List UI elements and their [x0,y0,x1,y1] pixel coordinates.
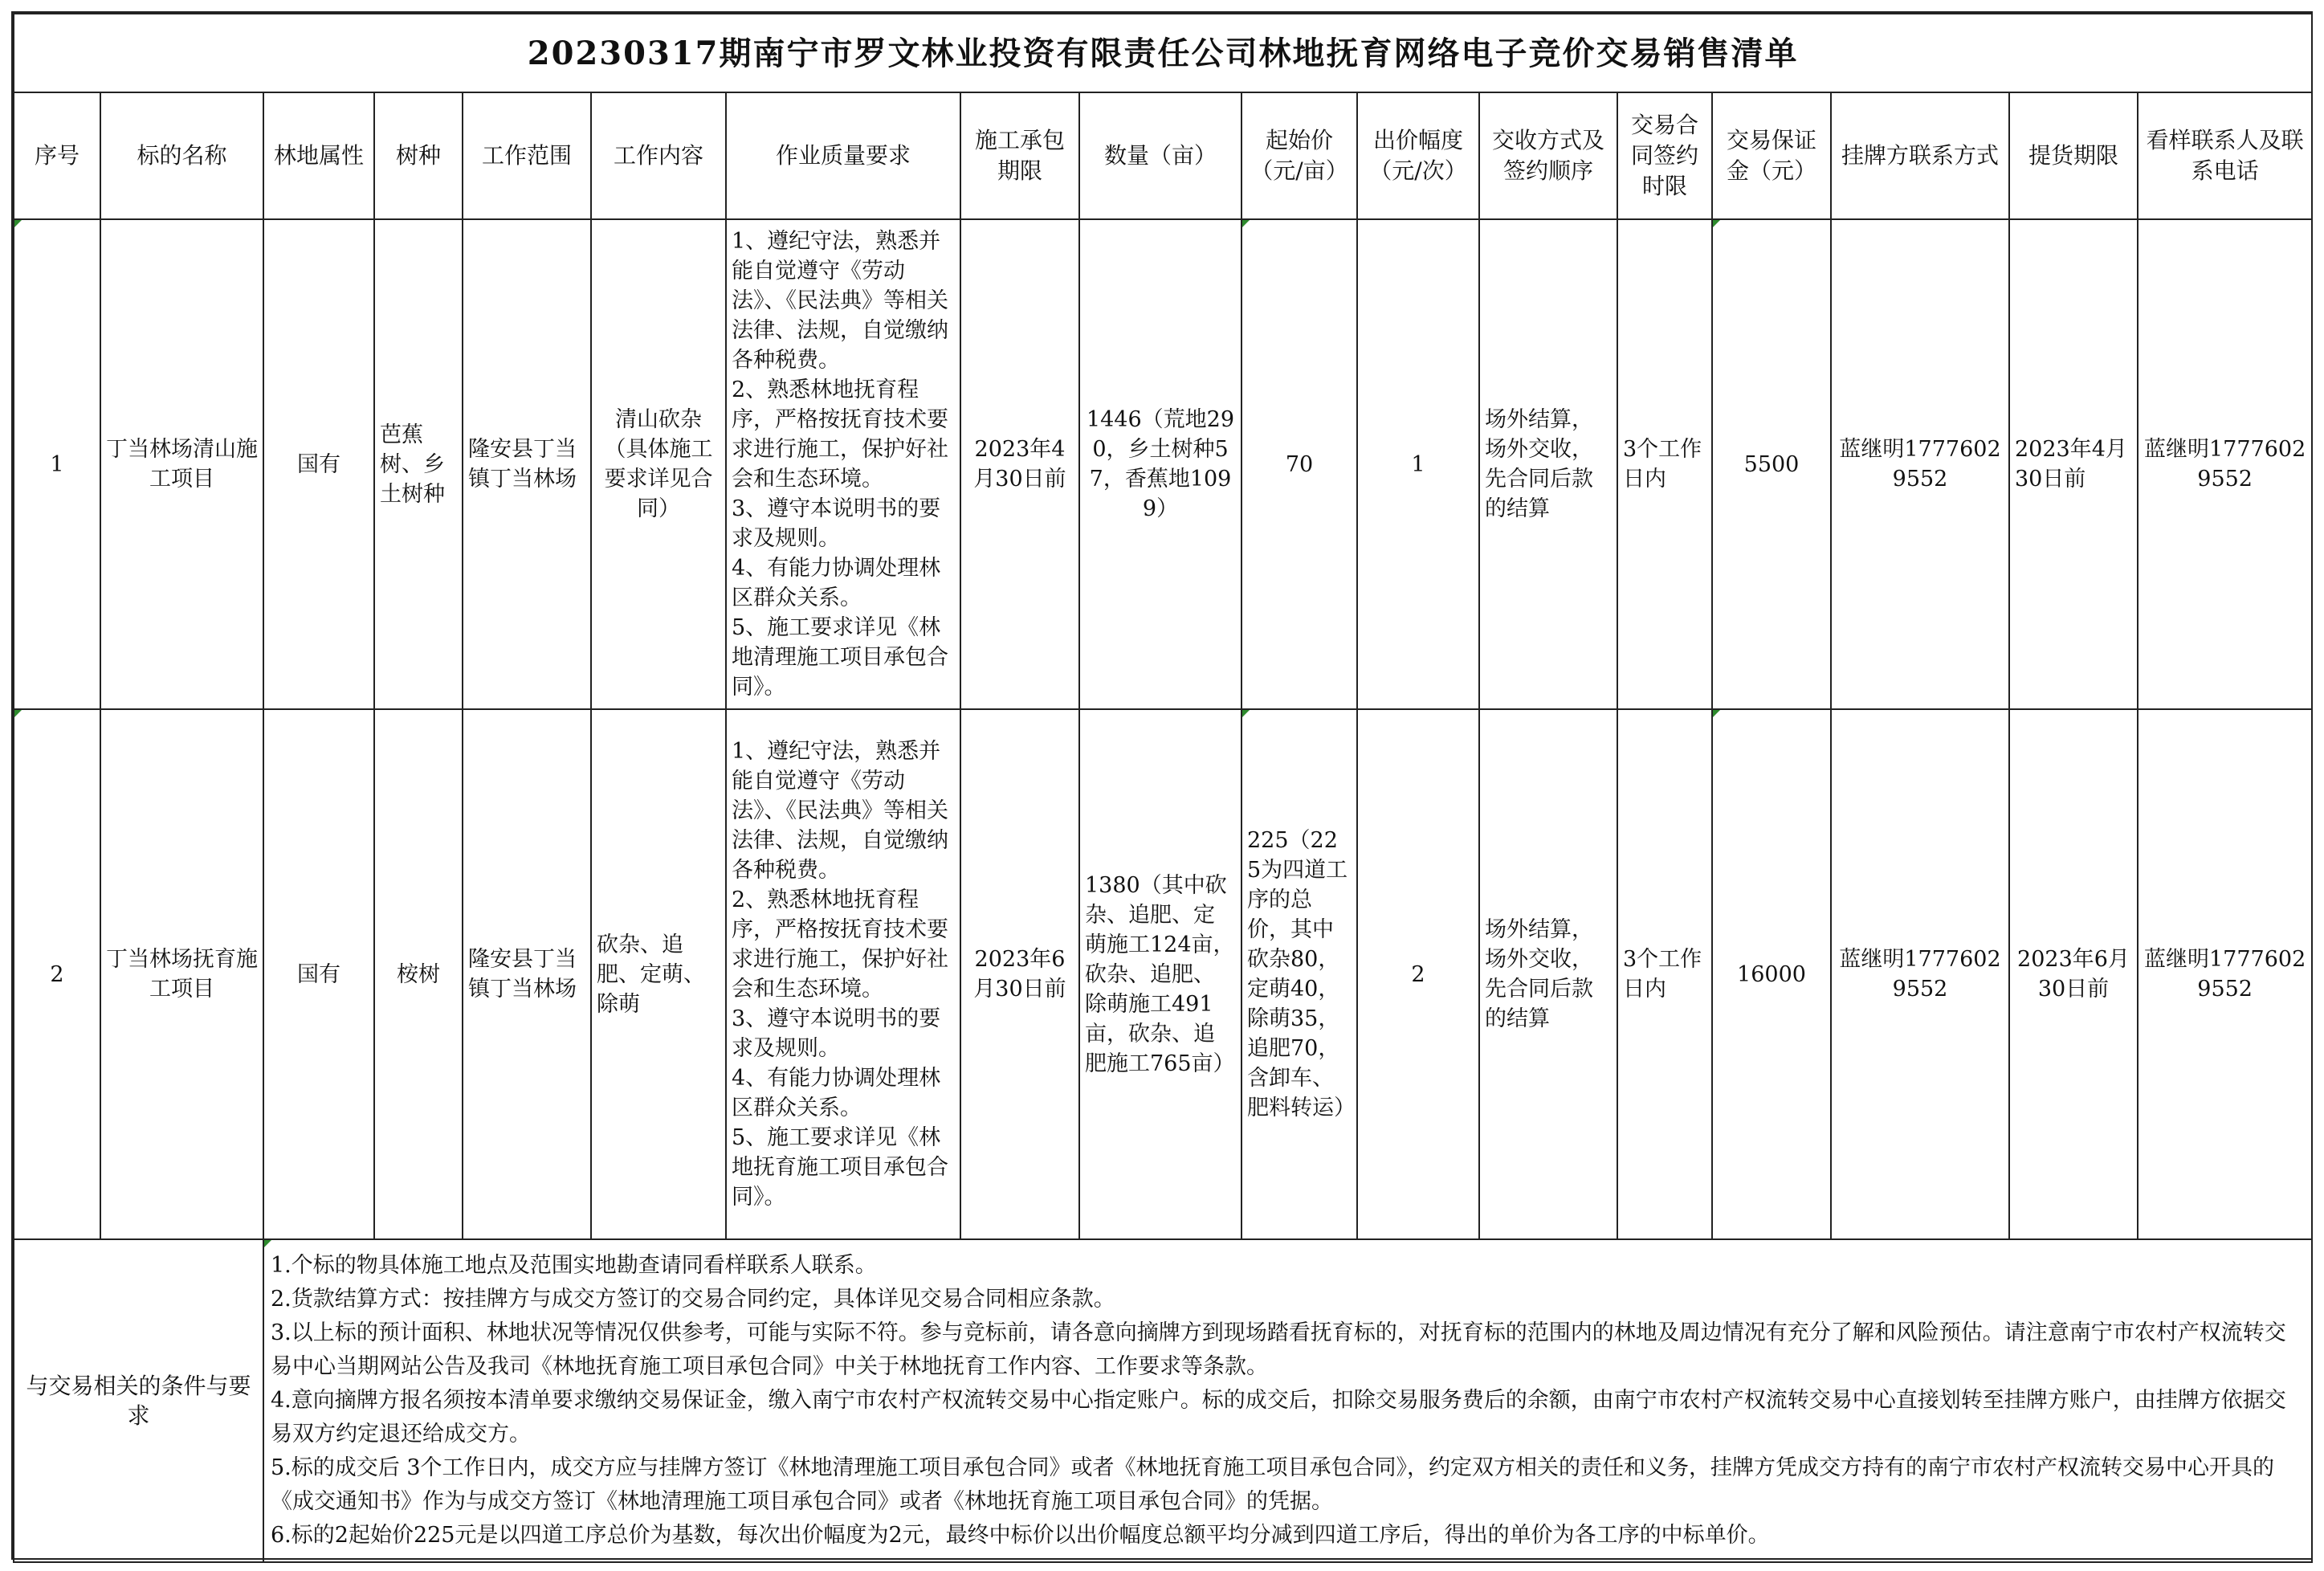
cell-no: 1 [14,219,100,709]
cell-viewing: 蓝继明17776029552 [2138,709,2312,1239]
cell-property: 国有 [263,709,374,1239]
cell-quality [726,219,960,709]
quality-item: 1、遵纪守法，熟悉并能自觉遵守《劳动法》、《民法典》等相关法律、法规，自觉缴纳各种税费。 [732,739,948,883]
condition-item: 5.标的成交后 3个工作日内，成交方应与挂牌方签订《林地清理施工项目承包合同》或者《林地抚育施工项目承包合同》，约定双方相关的责任和义务，挂牌方凭成交方持有的南宁市农村产权流转交易中心开具的《成交通知书》作为与成交方签订《林地清理施工项目承包合同》或者《林地抚育施工项目承包合同》的凭据。 [271,1455,2275,1514]
quality-item: 5、施工要求详见《林地抚育施工项目承包合同》。 [732,1125,948,1210]
cell-period: 2023年6月30日前 [960,709,1079,1239]
condition-item: 1.个标的物具体施工地点及范围实地勘查请同看样联系人联系。 [271,1253,877,1278]
cell-sign-limit: 3个工作日内 [1617,709,1712,1239]
cell-increment: 2 [1357,709,1479,1239]
cell-delivery: 场外结算，场外交收，先合同后款的结算 [1479,219,1617,709]
cell-deposit: 16000 [1712,709,1831,1239]
cell-start-price: 225（225为四道工序的总价，其中砍杂80，定萌40，除萌35，追肥70，含卸车、肥料转运） [1242,709,1357,1239]
cell-scope: 隆安县丁当镇丁当林场 [463,709,591,1239]
cell-contact: 蓝继明17776029552 [1831,709,2009,1239]
cell-contact: 蓝继明17776029552 [1831,219,2009,709]
table-row [14,709,2312,1239]
cell-content: 清山砍杂（具体施工要求详见合同） [591,219,726,709]
header-name: 标的名称 [100,92,263,219]
header-deposit: 交易保证金（元） [1712,92,1831,219]
condition-item: 2.货款结算方式：按挂牌方与成交方签订的交易合同约定，具体详见交易合同相应条款。 [271,1287,1115,1312]
quality-item: 4、有能力协调处理林区群众关系。 [732,1066,941,1120]
cell-start-price: 70 [1242,219,1357,709]
cell-name: 丁当林场清山施工项目 [100,219,263,709]
header-content: 工作内容 [591,92,726,219]
quality-item: 3、遵守本说明书的要求及规则。 [732,496,941,551]
header-scope: 工作范围 [463,92,591,219]
header-delivery: 交收方式及签约顺序 [1479,92,1617,219]
cell-scope: 隆安县丁当镇丁当林场 [463,219,591,709]
title-row [14,14,2312,92]
cell-sign-limit: 3个工作日内 [1617,219,1712,709]
header-start-price: 起始价（元/亩） [1242,92,1357,219]
cell-no: 2 [14,709,100,1239]
cell-viewing: 蓝继明17776029552 [2138,219,2312,709]
header-row [14,92,2312,219]
cell-pickup: 2023年6月30日前 [2009,709,2138,1239]
conditions-label: 与交易相关的条件与要求 [14,1239,263,1562]
cell-species: 桉树 [374,709,463,1239]
cell-content: 砍杂、追肥、定萌、除萌 [591,709,726,1239]
header-increment: 出价幅度（元/次） [1357,92,1479,219]
cell-deposit: 5500 [1712,219,1831,709]
header-property: 林地属性 [263,92,374,219]
cell-property: 国有 [263,219,374,709]
cell-quantity: 1446（荒地290，乡土树种57，香蕉地1099） [1079,219,1242,709]
header-viewing: 看样联系人及联系电话 [2138,92,2312,219]
sales-list-sheet [11,11,2313,1560]
page-title: 20230317期南宁市罗文林业投资有限责任公司林地抚育网络电子竞价交易销售清单 [14,14,2312,92]
header-no: 序号 [14,92,100,219]
cell-period: 2023年4月30日前 [960,219,1079,709]
cell-increment: 1 [1357,219,1479,709]
cell-quantity: 1380（其中砍杂、追肥、定萌施工124亩，砍杂、追肥、除萌施工491亩，砍杂、追肥施工765亩） [1079,709,1242,1239]
quality-item: 5、施工要求详见《林地清理施工项目承包合同》。 [732,615,948,700]
cell-delivery: 场外结算，场外交收，先合同后款的结算 [1479,709,1617,1239]
condition-item: 3.以上标的预计面积、林地状况等情况仅供参考，可能与实际不符。参与竞标前，请各意向摘牌方到现场踏看抚育标的，对抚育标的范围内的林地及周边情况有充分了解和风险预估。请注意南宁市农村产权流转交易中心当期网站公告及我司《林地抚育施工项目承包合同》中关于林地抚育工作内容、工作要求等条款。 [271,1320,2286,1379]
quality-item: 2、熟悉林地抚育程序，严格按抚育技术要求进行施工，保护好社会和生态环境。 [732,888,948,1002]
condition-item: 6.标的2起始价225元是以四道工序总价为基数，每次出价幅度为2元，最终中标价以出价幅度总额平均分减到四道工序后，得出的单价为各工序的中标单价。 [271,1523,1770,1548]
cell-pickup: 2023年4月30日前 [2009,219,2138,709]
quality-item: 3、遵守本说明书的要求及规则。 [732,1006,941,1061]
conditions-text [263,1239,2312,1562]
header-quantity: 数量（亩） [1079,92,1242,219]
table-row [14,219,2312,709]
cell-quality [726,709,960,1239]
quality-item: 2、熟悉林地抚育程序，严格按抚育技术要求进行施工，保护好社会和生态环境。 [732,377,948,492]
header-quality: 作业质量要求 [726,92,960,219]
header-species: 树种 [374,92,463,219]
header-sign-limit: 交易合同签约时限 [1617,92,1712,219]
condition-item: 4.意向摘牌方报名须按本清单要求缴纳交易保证金，缴入南宁市农村产权流转交易中心指定账户。标的成交后，扣除交易服务费后的余额，由南宁市农村产权流转交易中心直接划转至挂牌方账户，由挂牌方依据交易双方约定退还给成交方。 [271,1388,2286,1447]
header-pickup: 提货期限 [2009,92,2138,219]
quality-item: 4、有能力协调处理林区群众关系。 [732,556,941,610]
quality-item: 1、遵纪守法，熟悉并能自觉遵守《劳动法》、《民法典》等相关法律、法规，自觉缴纳各种税费。 [732,229,948,373]
conditions-row [14,1239,2312,1562]
header-period: 施工承包期限 [960,92,1079,219]
cell-name: 丁当林场抚育施工项目 [100,709,263,1239]
header-contact: 挂牌方联系方式 [1831,92,2009,219]
cell-species: 芭蕉树、乡土树种 [374,219,463,709]
sales-list-table [13,13,2313,1563]
